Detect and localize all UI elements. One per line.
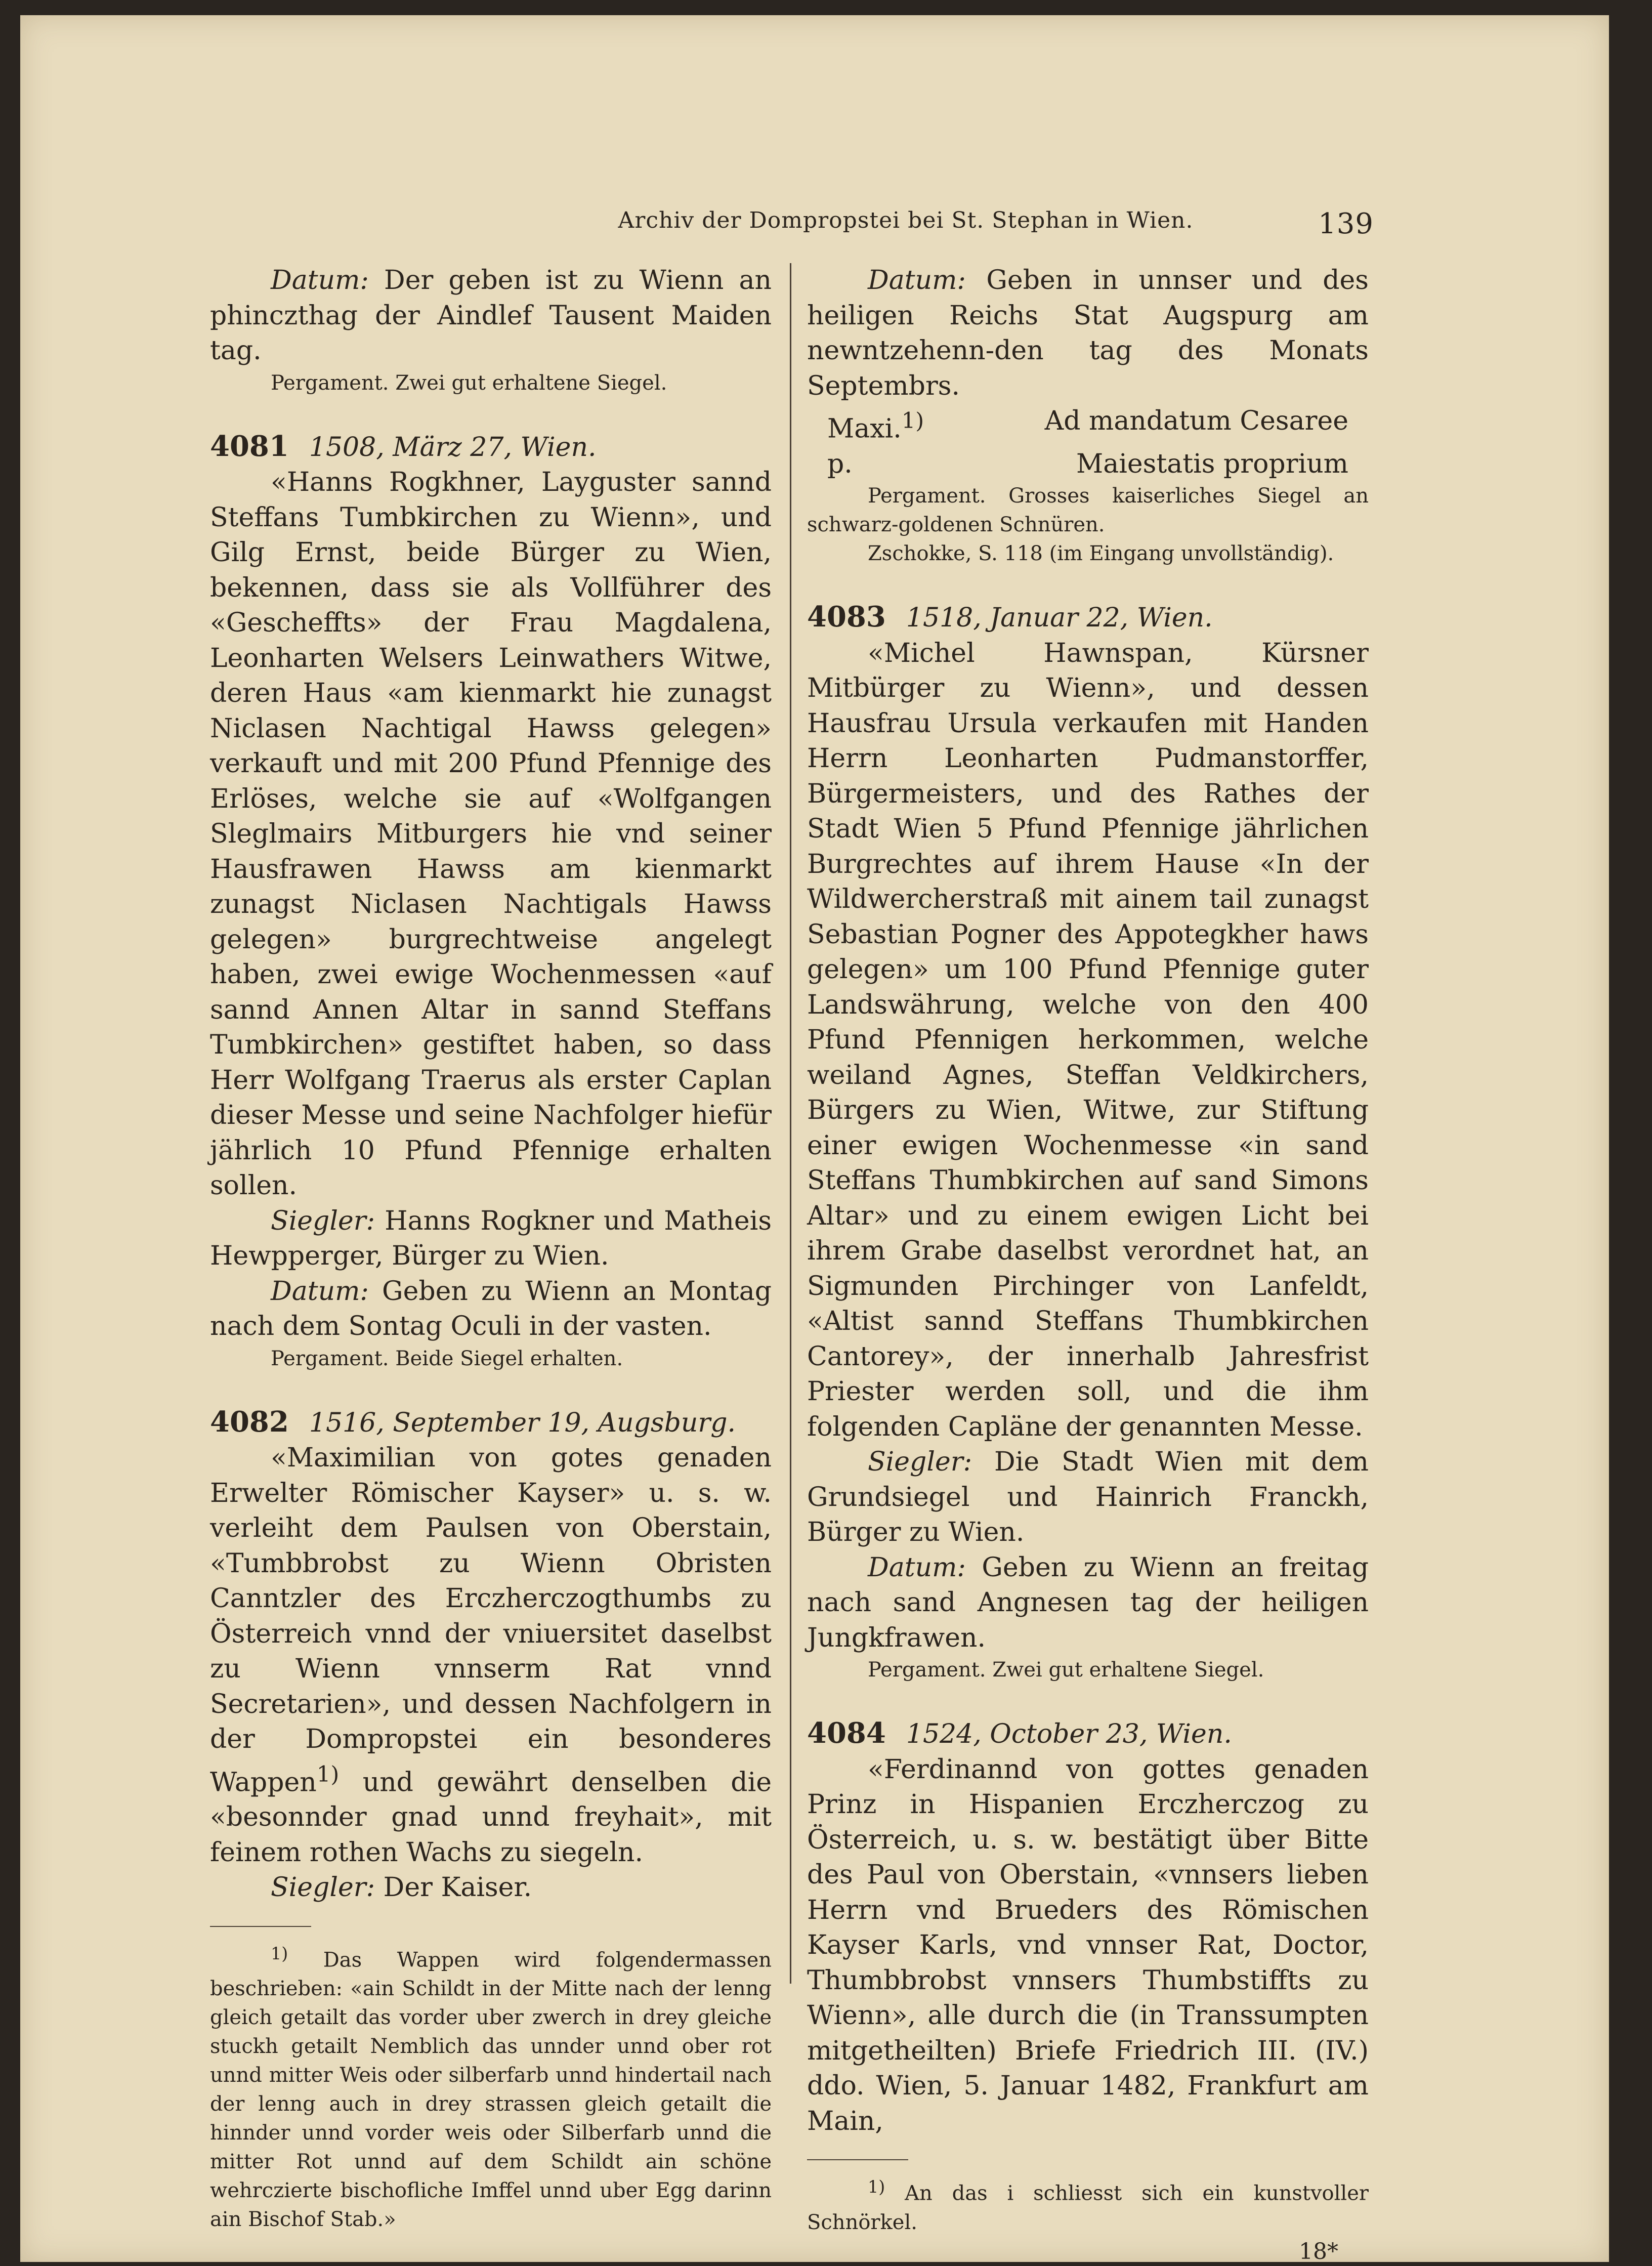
sign-left-text: Maxi. <box>827 413 902 444</box>
sign-left <box>827 404 924 447</box>
siegler-text: Der Kaiser. <box>375 1872 532 1903</box>
sign-right: Maiestatis proprium <box>1076 448 1348 479</box>
entry-date: 1524, October 23, Wien. <box>906 1719 1232 1750</box>
entry-date: 1508, März 27, Wien. <box>309 432 597 463</box>
entry-number: 4081 <box>210 429 289 463</box>
left-column <box>210 263 772 2234</box>
entry-4084-heading <box>807 1716 1369 1752</box>
datum-label: Datum: <box>868 1552 966 1583</box>
intro-datum <box>210 263 772 369</box>
entry-4081-heading <box>210 429 772 466</box>
entry-date: 1518, Januar 22, Wien. <box>906 603 1213 634</box>
entry-4083-datum <box>807 1550 1369 1656</box>
entry-4081-datum <box>210 1274 772 1345</box>
right-column <box>807 263 1369 2266</box>
datum-label: Datum: <box>271 265 369 296</box>
entry-4081-body: «Hanns Rogkhner, Layguster sannd Steffans Tumbkirchen zu Wienn», und Gilg Ernst, beide Bürger zu Wien, bekennen, dass sie als Vollführer des «Gescheffts» der Frau Magdalena, Leonharten Welsers Leinwathers Witwe, deren Haus «am kienmarkt hie zunagst Niclasen Nachtigal Hawss gelegen» verkauft und mit 200 Pfund Pfennige des Erlöses, welche sie auf «Wolfgangen Sleglmairs Mitburgers hie vnd seiner Hausfrawen Hawss am kienmarkt zunagst Niclasen Nachtigals Hawss gelegen» burgrechtweise angelegt haben, zwei ewige Wochenmessen «auf sannd Annen Altar in sannd Steffans Tumbkirchen» gestiftet haben, so dass Herr Wolfgang Traerus als erster Caplan dieser Messe und seine Nachfolger hiefür jährlich 10 Pfund Pfennige erhalten sollen. <box>210 467 772 1201</box>
datum-label: Datum: <box>868 265 966 296</box>
entry-number: 4084 <box>807 1716 886 1750</box>
siegler-label: Siegler: <box>271 1205 375 1236</box>
footnote-marker: 1) <box>271 1943 288 1963</box>
footnote <box>210 1939 772 2234</box>
siegler-label: Siegler: <box>271 1872 375 1903</box>
footnote-marker: 1) <box>316 1761 340 1787</box>
sign-right: Ad mandatum Cesaree <box>1044 406 1348 436</box>
signature-row <box>807 404 1369 447</box>
datum-text: Geben zu Wienn an Montag nach dem Sontag Oculi in der vasten. <box>210 1276 772 1341</box>
sheet-signature: 18* <box>1299 2238 1338 2264</box>
intro-note: Pergament. Grosses kaiserliches Siegel an schwarz-goldenen Schnüren. <box>807 484 1369 537</box>
entry-4083-heading <box>807 600 1369 636</box>
column-divider <box>790 263 791 1984</box>
footnote-marker: 1) <box>868 2177 885 2197</box>
footnote <box>807 2172 1369 2237</box>
body-text: «Maximilian von gotes genaden Erwelter Römischer Kayser» u. s. w. verleiht dem Paulsen von Oberstain, «Tumbbrobst zu Wienn Obristen Canntzler des Erczherczogthumbs zu Österreich vnnd der vniuersitet daselbst zu Wienn vnnserm Rat vnnd Secretarien», und dessen Nachfolgern in der Dompropstei ein besonderes Wappen <box>210 1443 772 1797</box>
entry-number: 4083 <box>807 600 886 634</box>
entry-4082-heading <box>210 1405 772 1441</box>
footnote-text: An das i schliesst sich ein kunstvoller Schnörkel. <box>807 2181 1369 2234</box>
siegler-text: Die Stadt Wien mit dem Grundsiegel und Hainrich Franckh, Bürger zu Wien. <box>807 1447 1369 1548</box>
entry-4081-note: Pergament. Beide Siegel erhalten. <box>271 1347 623 1370</box>
running-title: Archiv der Dompropstei bei St. Stephan in Wien. <box>618 207 1194 233</box>
footnote-rule <box>210 1926 311 1927</box>
entry-4082-siegler <box>210 1870 772 1906</box>
footnote-rule <box>807 2159 908 2160</box>
siegler-label: Siegler: <box>868 1447 972 1478</box>
entry-date: 1516, September 19, Augsburg. <box>309 1407 736 1438</box>
siegler-text: Hanns Rogkner und Matheis Hewpperger, Bürger zu Wien. <box>210 1205 772 1271</box>
entry-4081-siegler <box>210 1204 772 1274</box>
datum-text: Geben zu Wienn an freitag nach sand Angnesen tag der heiligen Jungkfrawen. <box>807 1552 1369 1653</box>
sign-left: p. <box>827 448 853 479</box>
entry-4082-body <box>210 1441 772 1870</box>
page-number: 139 <box>1318 207 1374 240</box>
intro-reference: Zschokke, S. 118 (im Eingang unvollständig). <box>868 542 1334 566</box>
entry-4083-siegler <box>807 1445 1369 1550</box>
datum-text: Geben in unnser und des heiligen Reichs Stat Augspurg am newntzehenn-den tag des Monats Septembrs. <box>807 265 1369 401</box>
datum-label: Datum: <box>271 1276 369 1307</box>
entry-4083-note: Pergament. Zwei gut erhaltene Siegel. <box>868 1658 1264 1682</box>
footnote-marker: 1) <box>901 408 924 434</box>
intro-note: Pergament. Zwei gut erhaltene Siegel. <box>271 371 667 395</box>
entry-4083-body: «Michel Hawnspan, Kürsner Mitbürger zu Wienn», und dessen Hausfrau Ursula verkaufen mit Handen Herrn Leonharten Pudmanstorffer, Bürgermeisters, und des Rathes der Stadt Wien 5 Pfund Pfennige jährlichen Burgrechtes auf ihrem Hause «In der Wildwercherstraß mit ainem tail zunagst Sebastian Pogner des Appotegkher haws gelegen» um 100 Pfund Pfennige guter Landswährung, welche von den 400 Pfund Pfennigen herkommen, welche weiland Agnes, Steffan Veldkirchers, Bürgers zu Wien, Witwe, zur Stiftung einer ewigen Wochenmesse «in sand Steffans Thumbkirchen auf sand Simons Altar» und zu einem ewigen Licht bei ihrem Grabe daselbst verordnet hat, an Sigmunden Pirchinger von Lanfeldt, «Altist sannd Steffans Thumbkirchen Cantorey», der innerhalb Jahresfrist Priester werden soll, und die ihm folgenden Capläne der genannten Messe. <box>807 638 1369 1442</box>
body-text: und gewährt denselben die «besonnder gnad unnd freyhait», mit feinem rothen Wachs zu siegeln. <box>210 1767 772 1868</box>
footnote-text: Das Wappen wird folgendermassen beschrieben: «ain Schildt in der Mitte nach der lenng gleich getailt das vorder uber zwerch in drey gleiche stuckh getailt Nemblich das unnder unnd ober rot unnd mitter Weis oder silberfarb unnd hindertail nach der lenng auch in drey strassen gleich getailt die hinnder unnd vorder weis oder Silberfarb unnd die mitter Rot unnd auf dem Schildt ain schöne wehrczierte bischofliche Imffel unnd uber Egg darinn ain Bischof Stab.» <box>210 1948 772 2232</box>
entry-number: 4082 <box>210 1405 289 1439</box>
intro-datum <box>807 263 1369 404</box>
datum-text: Der geben ist zu Wienn an phinczthag der Aindlef Tausent Maiden tag. <box>210 265 772 366</box>
entry-4084-body: «Ferdinannd von gottes genaden Prinz in Hispanien Erczherczog zu Österreich, u. s. w. bestätigt über Bitte des Paul von Oberstain, «vnnsers lieben Herrn vnd Brueders des Römischen Kayser Karls, vnd vnnser Rat, Doctor, Thumbbrobst vnnsers Thumbstiffts zu Wienn», alle durch die (in Transsumpten mitgetheilten) Briefe Friedrich III. (IV.) ddo. Wien, 5. Januar 1482, Frankfurt am Main, <box>807 1754 1369 2136</box>
signature-row <box>807 447 1369 482</box>
